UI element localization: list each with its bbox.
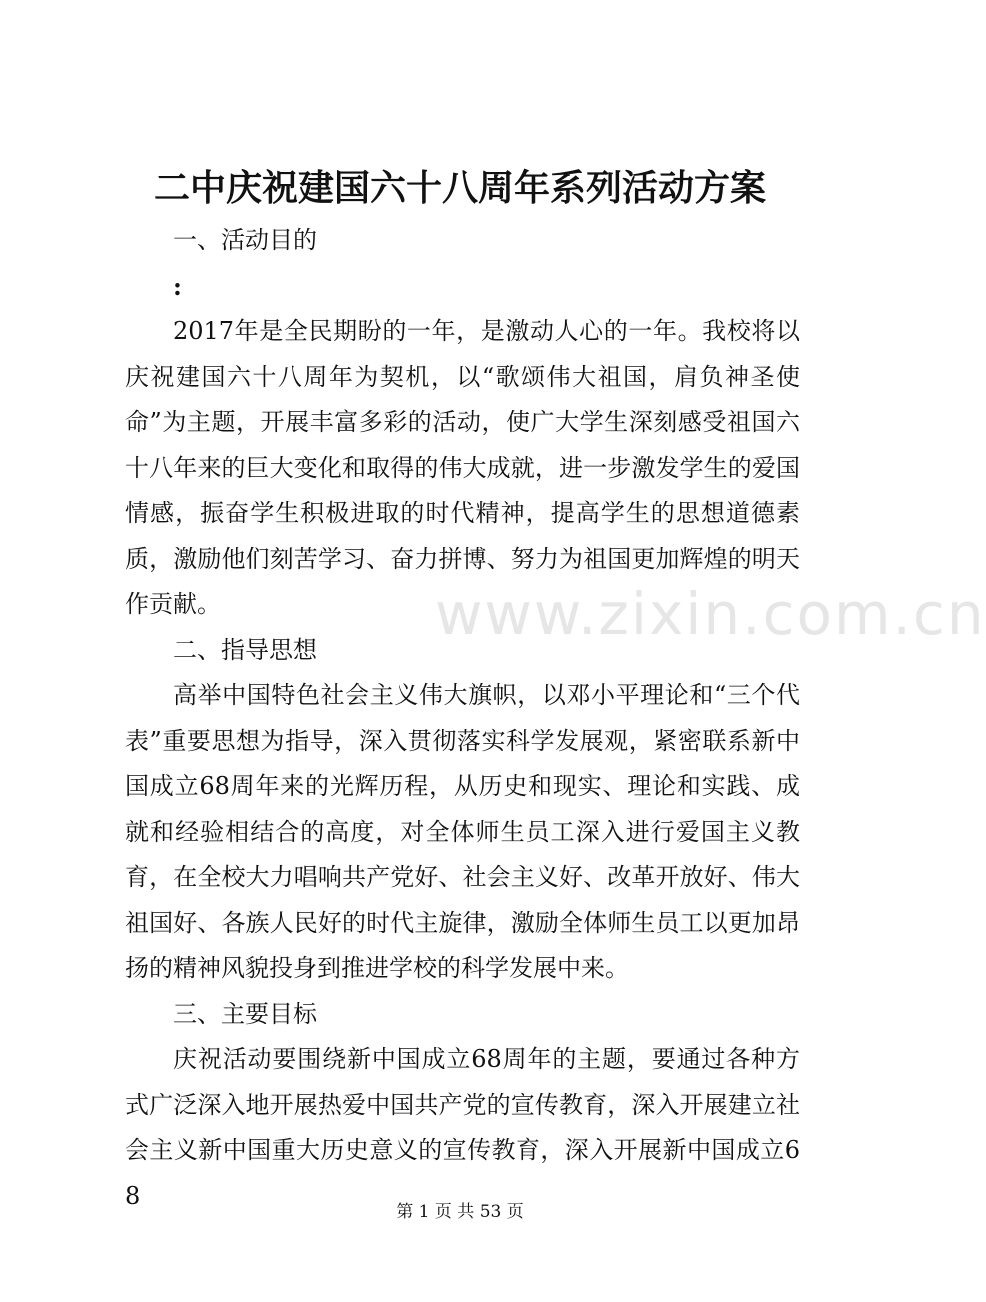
document-body	[125, 218, 800, 1219]
paragraph-purpose: 2017年是全民期盼的一年，是激动人心的一年。我校将以庆祝建国六十八周年为契机，以“歌颂伟大祖国，肩负神圣使命”为主题，开展丰富多彩的活动，使广大学生深刻感受祖国六十八年来的巨大变化和取得的伟大成就，进一步激发学生的爱国情感，振奋学生积极进取的时代精神，提高学生的思想道德素质，激励他们刻苦学习、奋力拼博、努力为祖国更加辉煌的明天作贡献。	[125, 317, 800, 618]
section-heading-goals: 三、主要目标	[173, 999, 317, 1028]
document-title: 二中庆祝建国六十八周年系列活动方案	[153, 167, 766, 209]
page-footer: 第 1 页 共 53 页	[396, 1202, 524, 1222]
paragraph-goals: 庆祝活动要围绕新中国成立68周年的主题，要通过各种方式广泛深入地开展热爱中国共产党的宣传教育，深入开展建立社会主义新中国重大历史意义的宣传教育，深入开展新中国成立68	[125, 1045, 800, 1210]
section-heading-purpose: 一、活动目的	[173, 226, 317, 254]
watermark: www.zixin.com.cn	[435, 580, 986, 648]
colon-line: :	[173, 271, 182, 301]
paragraph-guidance: 高举中国特色社会主义伟大旗帜，以邓小平理论和“三个代表”重要思想为指导，深入贯彻落实科学发展观，紧密联系新中国成立68周年来的光辉历程，从历史和现实、理论和实践、成就和经验相结合的高度，对全体师生员工深入进行爱国主义教育，在全校大力唱响共产党好、社会主义好、改革开放好、伟大祖国好、各族人民好的时代主旋律，激励全体师生员工以更加昂扬的精神风貌投身到推进学校的科学发展中来。	[125, 681, 800, 982]
section-heading-guidance: 二、指导思想	[173, 635, 317, 664]
